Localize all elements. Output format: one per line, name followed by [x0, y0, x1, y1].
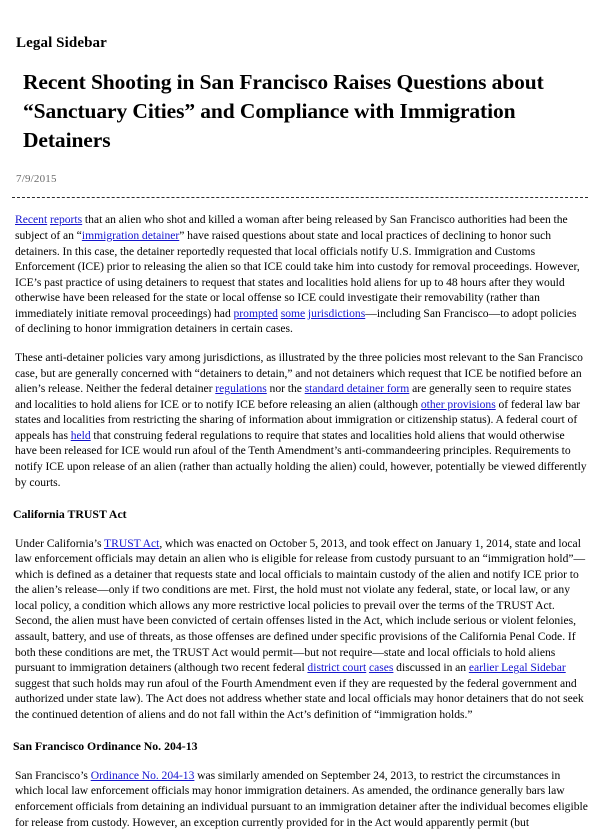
document-kicker: Legal Sidebar [16, 35, 107, 51]
link-some[interactable]: some [280, 306, 306, 320]
link-immigration-detainer[interactable]: immigration detainer [81, 228, 180, 242]
link-recent[interactable]: Recent [15, 213, 48, 227]
link-other-provisions[interactable]: other provisions [420, 397, 496, 411]
link-prompted[interactable]: prompted [233, 306, 278, 320]
paragraph-intro-text-b: ” have raised questions about state and local practices of declining to honor such detainers. In this case, the detainer reportedly requested that local officials notify U.S. Immigration and Customs Enforcement (ICE) prior to releasing the alien so that ICE could take him into custody for removal proceedings. However, ICE’s past practice of using detainers to request that states and localities hold aliens for up to 48 hours after they would otherwise have been released for the state or local offense so ICE could investigate their removability (rather than immediately initiate removal proceedings) had [15, 228, 580, 320]
paragraph-trust-act-text-b: , which was enacted on October 5, 2013, and took effect on January 1, 2014, state and local law enforcement officials may detain an alien who is eligible for release from custody pursuant to an “immigration hold”—which is defined as a detainer that requests state and local officials to maintain custody of the alien and notify ICE prior to the alien’s release—only if two conditions are met. First, the hold must not violate any federal, state, or local law, or any local policy, a condition which allows any more restrictive local policies to prevail over the terms of the TRUST Act. Second, the alien must have been convicted of certain offenses listed in the Act, which include serious or violent felonies, assault, battery, and use of threats, as those offenses are defined under specific provisions of the California Penal Code. If both these conditions are met, the TRUST Act would permit—but not require—state and local officials to hold aliens pursuant to immigration detainers (although two recent federal [15, 536, 586, 675]
link-held[interactable]: held [70, 428, 91, 442]
document-page [0, 34, 600, 829]
link-cases[interactable]: cases [368, 661, 394, 675]
paragraph-trust-act-text-c: discussed in an [393, 661, 469, 675]
paragraph-sf-ordinance-text-a: San Francisco’s [15, 768, 91, 782]
paragraph-sf-ordinance [12, 768, 588, 830]
link-standard-detainer-form[interactable]: standard detainer form [304, 382, 410, 396]
paragraph-policies [12, 350, 588, 490]
paragraph-policies-text-c: are generally seen to require states and localities to hold aliens for ICE or to notify ICE before releasing an alien (although [15, 382, 572, 411]
link-district-court[interactable]: district court [307, 661, 367, 675]
link-trust-act[interactable]: TRUST Act [104, 536, 160, 550]
link-ordinance-204-13[interactable]: Ordinance No. 204-13 [90, 768, 195, 782]
paragraph-intro [12, 212, 588, 337]
paragraph-sf-ordinance-text-b: was similarly amended on September 24, 2013, to restrict the circumstances in which local law enforcement officials may honor immigration detainers. As amended, the ordinance generally bars law enforcement officials from detaining an individual pursuant to an immigration detainer after the individual becomes eligible for release from custody. However, an exception currently provided for in the Act would apparently permit (but [15, 768, 588, 829]
section-heading-trust-act: California TRUST Act [13, 507, 127, 522]
header-divider [12, 197, 588, 198]
link-earlier-legal-sidebar[interactable]: earlier Legal Sidebar [468, 661, 566, 675]
link-reports[interactable]: reports [49, 213, 83, 227]
paragraph-trust-act-text-d: suggest that such holds may run afoul of the Fourth Amendment even if they are requested by the federal government and authorized under state law). The Act does not address whether state and local officials may honor detainers that do not seek the continued detention of aliens and do not fall within the Act’s definition of “immigration holds.” [15, 676, 584, 721]
paragraph-intro-text-c: —including San Francisco—to adopt policies of declining to honor immigration detainers in certain cases. [15, 306, 577, 336]
document-body [12, 212, 588, 830]
publication-date: 7/9/2015 [16, 173, 57, 186]
section-heading-sf-ordinance: San Francisco Ordinance No. 204-13 [13, 739, 198, 754]
paragraph-intro-text-a: that an alien who shot and killed a woman after being released by San Francisco authorities had been the subject of an “ [15, 213, 568, 242]
link-regulations[interactable]: regulations [215, 382, 267, 396]
paragraph-policies-text-b: nor the [266, 382, 305, 396]
paragraph-policies-text-a: These anti-detainer policies vary among jurisdictions, as illustrated by the three policies most relevant to the San Francisco case, but are generally concerned with “detainers to detain,” and not detainers which request that ICE be notified before an alien’s release. Neither the federal detainer [15, 351, 583, 396]
paragraph-policies-text-d: of federal law bar states and localities from restricting the sharing of information about immigration or citizenship status). A federal court of appeals has [15, 397, 581, 442]
link-jurisdictions[interactable]: jurisdictions [307, 306, 366, 320]
paragraph-trust-act-text-a: Under California’s [15, 536, 104, 550]
paragraph-policies-text-e: that construing federal regulations to require that states and localities hold aliens that would otherwise have been released for ICE would run afoul of the Tenth Amendment’s anti-commandeering principles. Requirements to notify ICE upon release of an alien (rather than actually holding the alien) could, however, potentially be viewed differently by courts. [15, 428, 587, 489]
page-title: Recent Shooting in San Francisco Raises Questions about “Sanctuary Cities” and Compliance with Immigration Detainers [23, 70, 544, 152]
paragraph-trust-act [12, 536, 588, 723]
